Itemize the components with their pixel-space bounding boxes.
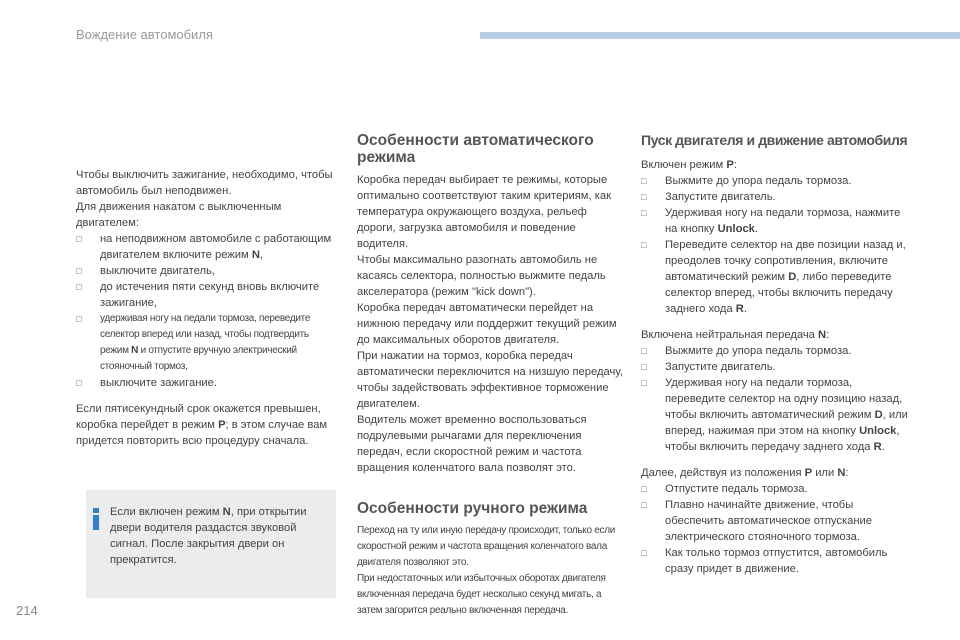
column-middle [357,132,627,619]
group-n-lead: Включена нейтральная передача N: [641,329,830,341]
automatic-paragraph-4: При нажатии на тормоз, коробка передач автоматически переключится на низшую передачу, чтобы задействовать эффективное торможение двигателем. [357,350,623,410]
list-item: □ до истечения пяти секунд вновь включите зажигание, [76,279,336,311]
list-item: □ Запустите двигатель. [641,189,911,205]
list-item: □ Удерживая ногу на педали тормоза, нажмите на кнопку Unlock. [641,205,911,237]
info-box [86,490,336,598]
group-p-steps [641,173,911,317]
section-title-manual: Особенности ручного режима [357,500,588,517]
manual-paragraph-1: Переход на ту или иную передачу происходит, только если скоростной режим и частота вращения коленчатого вала двигателя позволяют это. [357,525,616,568]
section-title-automatic: Особенности автоматического режима [357,132,594,166]
timeout-note: Если пятисекундный срок окажется превышен, коробка перейдет в режим P; в этом случае вам придется повторить всю процедуру сначала. [76,403,328,447]
info-text: Если включен режим N, при открытии двери водителя раздастся звуковой сигнал. После закрытия двери он прекратится. [110,506,307,566]
automatic-paragraph-2: Чтобы максимально разогнать автомобиль не касаясь селектора, полностью выжмите педаль акселератора (режим "kick down"). [357,254,606,298]
list-item: □ выключите двигатель, [76,263,336,279]
intro-paragraph-1: Чтобы выключить зажигание, необходимо, чтобы автомобиль был неподвижен. [76,169,333,197]
page-header-title: Вождение автомобиля [76,27,213,42]
list-item: □ Отпустите педаль тормоза. [641,481,911,497]
list-item: □ Как только тормоз отпустится, автомобиль сразу придет в движение. [641,545,911,577]
page-number: 214 [16,603,38,618]
column-right [641,132,911,577]
group-p-lead: Включен режим P: [641,159,737,171]
automatic-paragraph-1: Коробка передач выбирает те режимы, которые оптимально соответствуют таким критериям, как температура окружающего воздуха, рельеф дороги, загрузка автомобиля и поведение водителя. [357,174,611,250]
list-item: □ Выжмите до упора педаль тормоза. [641,173,911,189]
list-item: □ Плавно начинайте движение, чтобы обеспечить автоматическое отпускание электрического стояночного тормоза. [641,497,911,545]
group-pn-steps [641,481,911,577]
automatic-paragraph-5: Водитель может временно воспользоваться подрулевыми рычагами для переключения передач, если скоростной режим и частота вращения коленчатого вала позволят это. [357,414,587,474]
intro-paragraph-2: Для движения накатом с выключенным двигателем: [76,201,282,229]
list-item: □ Запустите двигатель. [641,359,911,375]
list-item: □ удерживая ногу на педали тормоза, переведите селектор вперед или назад, чтобы подтвердить режим N и отпустите вручную электрический стояночный тормоз, [76,311,336,375]
info-icon [92,508,100,530]
group-n-steps [641,343,911,455]
coast-steps-list [76,231,336,391]
column-left [76,167,336,449]
section-title-start: Пуск двигателя и движение автомобиля [641,132,908,148]
automatic-paragraph-3: Коробка передач автоматически перейдет на нижнюю передачу или поддержит текущий режим до максимальных оборотов двигателя. [357,302,617,346]
list-item: □ выключите зажигание. [76,375,336,391]
manual-paragraph-2: При недостаточных или избыточных оборотах двигателя включенная передача будет несколько секунд мигать, а затем загорится реально включенная передача. [357,573,606,616]
list-item: □ Переведите селектор на две позиции назад и, преодолев точку сопротивления, включите автоматический режим D, либо переведите селектор вперед, чтобы включить передачу заднего хода R. [641,237,911,317]
list-item: □ Удерживая ногу на педали тормоза, переведите селектор на одну позицию назад, чтобы включить автоматический режим D, или вперед, нажимая при этом на кнопку Unlock, чтобы включить передачу заднего хода R. [641,375,911,455]
header-accent-bar [480,32,960,39]
group-pn-lead: Далее, действуя из положения P или N: [641,467,849,479]
list-item: □ на неподвижном автомобиле с работающим двигателем включите режим N, [76,231,336,263]
list-item: □ Выжмите до упора педаль тормоза. [641,343,911,359]
